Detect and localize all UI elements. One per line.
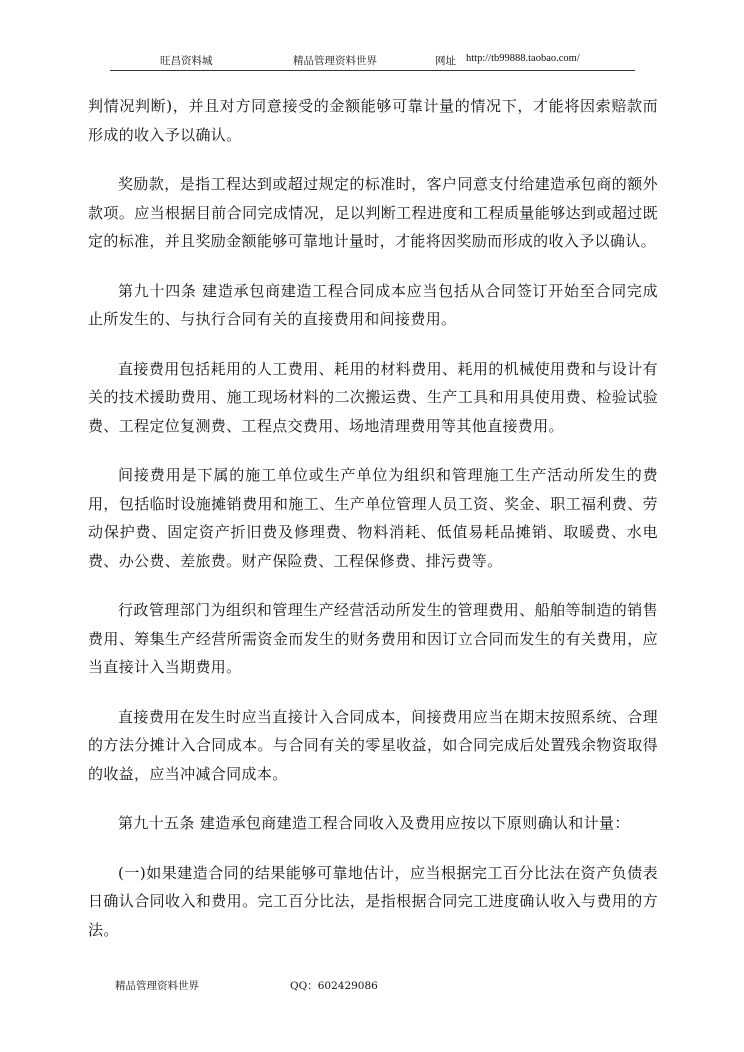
- header-brand-name: 精品管理资料世界: [293, 55, 377, 67]
- paragraph-percentage-completion: (一)如果建造合同的结果能够可靠地估计，应当根据完工百分比法在资产负债表日确认合同收入和费用。完工百分比法，是指根据合同完工进度确认收入与费用的方法。: [88, 863, 658, 939]
- paragraph-period-expenses: 行政管理部门为组织和管理生产经营活动所发生的管理费用、船舶等制造的销售费用、筹集生产经营所需资金而发生的财务费用和因订立合同而发生的有关费用，应当直接计入当期费用。: [88, 601, 658, 676]
- header-url-label: 网址: [435, 55, 456, 67]
- paragraph-article-94: 第九十四条 建造承包商建造工程合同成本应当包括从合同签订开始至合同完成止所发生的、与执行合同有关的直接费用和间接费用。: [88, 281, 658, 328]
- paragraph-continuation: 判情况判断)，并且对方同意接受的金额能够可靠计量的情况下，才能将因索赔款而形成的收入予以确认。: [88, 97, 658, 144]
- footer-qq: QQ：602429086: [290, 980, 378, 992]
- paragraph-cost-allocation: 直接费用在发生时应当直接计入合同成本，间接费用应当在期末按照系统、合理的方法分摊计入合同成本。与合同有关的零星收益，如合同完成后处置残余物资取得的收益，应当冲减合同成本。: [88, 707, 658, 783]
- footer-brand-name: 精品管理资料世界: [115, 980, 199, 992]
- header-url: http://tb99888.taobao.com/: [466, 53, 580, 64]
- paragraph-bonus: 奖励款，是指工程达到或超过规定的标准时，客户同意支付给建造承包商的额外款项。应当根据目前合同完成情况，足以判断工程进度和工程质量能够达到或超过既定的标准，并且奖励金额能够可靠地计量时，才能将因奖励而形成的收入予以确认。: [88, 175, 658, 250]
- paragraph-article-95: 第九十五条 建造承包商建造工程合同收入及费用应按以下原则确认和计量：: [118, 814, 630, 832]
- document-body: [88, 92, 658, 965]
- header-shop-name: 旺昌资料城: [160, 55, 213, 67]
- paragraph-direct-costs: 直接费用包括耗用的人工费用、耗用的材料费用、耗用的机械使用费和与设计有关的技术援助费用、施工现场材料的二次搬运费、生产工具和用具使用费、检验试验费、工程定位复测费、工程点交费用、场地清理费用等其他直接费用。: [88, 359, 658, 435]
- paragraph-indirect-costs: 间接费用是下属的施工单位或生产单位为组织和管理施工生产活动所发生的费用，包括临时设施摊销费用和施工、生产单位管理人员工资、奖金、职工福利费、劳动保护费、固定资产折旧费及修理费、物料消耗、低值易耗品摊销、取暖费、水电费、办公费、差旅费。财产保险费、工程保修费、排污费等。: [88, 466, 658, 570]
- page-header: [110, 52, 635, 71]
